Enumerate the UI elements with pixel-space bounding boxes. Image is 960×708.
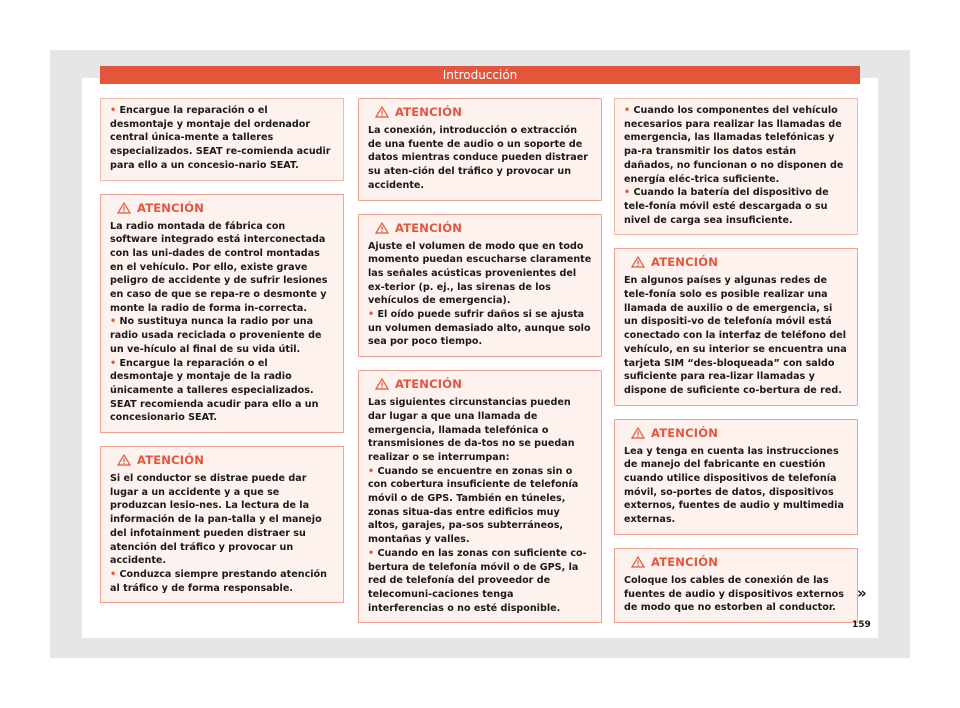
- warning-box: [100, 194, 344, 434]
- bullet-item: • Encargue la reparación o el desmontaje y montaje del ordenador central única-mente a talleres especializados. SEAT re-comienda acudir para ello a un concesio-nario SEAT.: [110, 105, 331, 171]
- warning-title: ATENCIÓN: [631, 426, 848, 440]
- column-3: [614, 98, 858, 636]
- bullet-item: • Cuando la batería del dispositivo de tele-fonía móvil esté descargada o su nivel de carga sea insuficiente.: [624, 187, 829, 226]
- warning-text: Lea y tenga en cuenta las instrucciones de manejo del fabricante en cuestión cuando utilice dispositivos de telefonía móvil, so-portes de datos, dispositivos externos, fuentes de audio y multimedia externas.: [624, 445, 844, 526]
- continue-mark: »: [857, 584, 867, 602]
- column-1: [100, 98, 344, 616]
- warning-box: [358, 370, 602, 623]
- warning-box: [358, 98, 602, 201]
- warning-title: ATENCIÓN: [375, 377, 592, 391]
- warning-triangle-icon: [375, 222, 389, 234]
- warning-title: ATENCIÓN: [631, 555, 848, 569]
- section-header: Introducción: [100, 66, 860, 84]
- warning-text: En algunos países y algunas redes de tele-fonía solo es posible realizar una llamada de auxilio o de emergencia, si un dispositi-vo de telefonía móvil está conectado con la interfaz de teléfono del vehículo, en su interior se encuentra una tarjeta SIM “des-bloqueada” con saldo suficiente para rea-lizar llamadas y dispone de suficiente co-bertura de red.: [624, 275, 847, 396]
- column-2: [358, 98, 602, 636]
- warning-box: [614, 419, 858, 535]
- warning-title: ATENCIÓN: [375, 105, 592, 119]
- warning-triangle-icon: [117, 202, 131, 214]
- warning-box: [100, 446, 344, 603]
- info-box: [100, 98, 344, 181]
- warning-triangle-icon: [631, 556, 645, 568]
- warning-triangle-icon: [117, 454, 131, 466]
- bullet-item: • Conduzca siempre prestando atención al tráfico y de forma responsable.: [110, 568, 327, 594]
- warning-title: ATENCIÓN: [631, 255, 848, 269]
- warning-title: ATENCIÓN: [375, 221, 592, 235]
- warning-text: Si el conductor se distrae puede dar lugar a un accidente y a que se produzcan lesio-nes. La lectura de la información de la pan-talla y el manejo del infotainment pueden distraer su atención del tráfico y provocar un accidente.: [110, 473, 322, 567]
- bullet-item: • Cuando se encuentre en zonas sin o con cobertura insuficiente de telefonía móvil o de GPS. También en túneles, zonas situa-das entre edificios muy altos, garajes, pa-sos subterráneos, montañas y valles.: [368, 465, 579, 546]
- bullet-item: • No sustituya nunca la radio por una radio usada reciclada o proveniente de un ve-hículo al final de su vida útil.: [110, 316, 322, 355]
- warning-text: La conexión, introducción o extracción de una fuente de audio o un soporte de datos mientras conduce pueden distraer su aten-ción del tráfico y provocar un accidente.: [368, 125, 589, 191]
- warning-text: Coloque los cables de conexión de las fuentes de audio y dispositivos externos de modo que no estorben al conductor.: [624, 574, 844, 614]
- warning-text: Las siguientes circunstancias pueden dar lugar a que una llamada de emergencia, llamada telefónica o transmisiones de da-tos no se puedan realizar o se interrumpan:: [368, 397, 575, 463]
- warning-text: Ajuste el volumen de modo que en todo momento puedan escucharse claramente las señales acústicas provenientes del ex-terior (p. ej., las sirenas de los vehículos de emergencia).: [368, 240, 592, 307]
- page-number: 159: [852, 620, 871, 630]
- warning-triangle-icon: [631, 256, 645, 268]
- warning-text: La radio montada de fábrica con software integrado está interconectada con las uni-dades de control montadas en el vehículo. Por ello, existe grave peligro de accidente y de sufrir lesiones en caso de que se repa-re o desmonte y monte la radio de forma in-correcta.: [110, 220, 328, 314]
- warning-title: ATENCIÓN: [117, 453, 334, 467]
- bullet-item: • Encargue la reparación o el desmontaje y montaje de la radio únicamente a talleres especializados. SEAT recomienda acudir para ello a un concesionario SEAT.: [110, 357, 319, 424]
- warning-title: ATENCIÓN: [117, 201, 334, 215]
- warning-triangle-icon: [375, 106, 389, 118]
- warning-box: [358, 214, 602, 358]
- warning-triangle-icon: [375, 378, 389, 390]
- warning-box: [614, 248, 858, 405]
- bullet-item: • Cuando en las zonas con suficiente co-bertura de telefonía móvil o de GPS, la red de telefonía del proveedor de telecomuni-caciones tenga interferencias o no esté disponible.: [368, 547, 587, 614]
- warning-box: [614, 548, 858, 623]
- info-box: [614, 98, 858, 235]
- bullet-item: • Cuando los componentes del vehículo necesarios para realizar las llamadas de emergencia, las llamadas telefónicas y pa-ra transmitir los datos están dañados, no funcionan o no disponen de energía eléc-trica suficiente.: [624, 105, 844, 185]
- bullet-item: • El oído puede sufrir daños si se ajusta un volumen demasiado alto, aunque solo sea por poco tiempo.: [368, 309, 591, 348]
- warning-triangle-icon: [631, 427, 645, 439]
